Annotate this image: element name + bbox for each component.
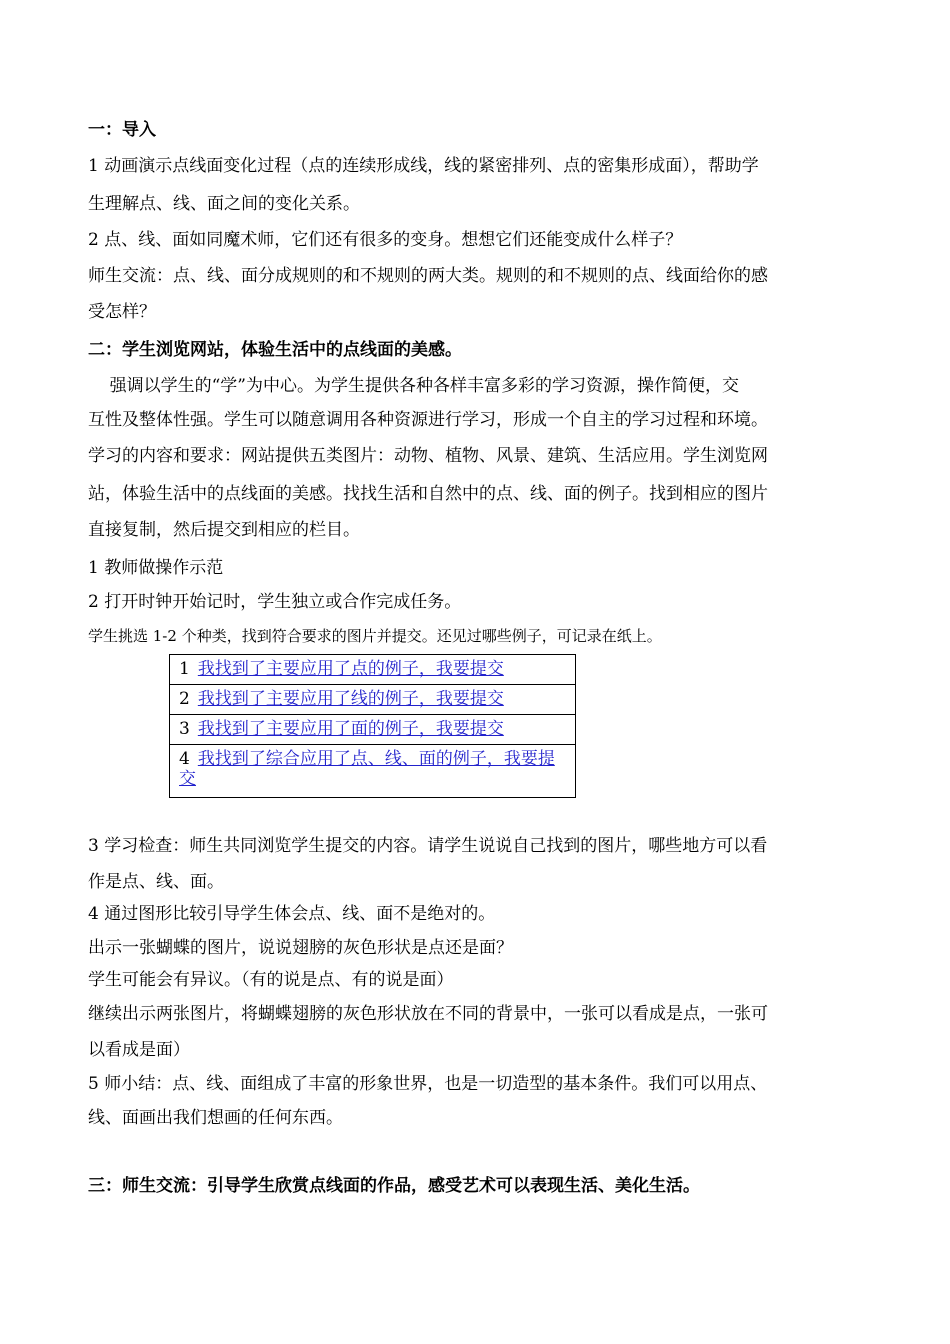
paragraph-line: 直接复制，然后提交到相应的栏目。 (88, 520, 360, 540)
row-number: 4 (179, 749, 190, 769)
table-row (170, 685, 576, 715)
paragraph-line: 继续出示两张图片，将蝴蝶翅膀的灰色形状放在不同的背景中，一张可以看成是点，一张可 (88, 1004, 768, 1024)
row-number: 3 (179, 719, 190, 739)
section-3-title: 三：师生交流：引导学生欣赏点线面的作品，感受艺术可以表现生活、美化生活。 (88, 1176, 700, 1196)
table-cell (170, 685, 576, 715)
table-cell (170, 655, 576, 685)
table-row (170, 715, 576, 745)
paragraph-line: 学习的内容和要求：网站提供五类图片：动物、植物、风景、建筑、生活应用。学生浏览网 (88, 446, 768, 466)
paragraph-line: 学生挑选 1-2 个种类，找到符合要求的图片并提交。还见过哪些例子，可记录在纸上。 (88, 627, 662, 645)
paragraph-line: 3 学习检查：师生共同浏览学生提交的内容。请学生说说自己找到的图片，哪些地方可以看 (88, 836, 768, 856)
row-number: 2 (179, 689, 190, 709)
paragraph-line: 作是点、线、面。 (88, 872, 224, 892)
paragraph-line: 4 通过图形比较引导学生体会点、线、面不是绝对的。 (88, 904, 496, 924)
table-cell (170, 715, 576, 745)
paragraph-line: 生理解点、线、面之间的变化关系。 (88, 194, 360, 214)
submit-plane-link[interactable]: 我找到了主要应用了面的例子，我要提交 (197, 719, 504, 739)
paragraph-line: 5 师小结：点、线、面组成了丰富的形象世界，也是一切造型的基本条件。我们可以用点、 (88, 1074, 768, 1094)
paragraph-line: 2 点、线、面如同魔术师，它们还有很多的变身。想想它们还能变成什么样子？ (88, 230, 683, 250)
paragraph-line: 1 教师做操作示范 (88, 558, 224, 578)
submit-combined-link[interactable]: 我找到了综合应用了点、线、面的例子，我要提交 (179, 749, 555, 789)
paragraph-line: 互性及整体性强。学生可以随意调用各种资源进行学习，形成一个自主的学习过程和环境。 (88, 410, 768, 430)
submit-line-link[interactable]: 我找到了主要应用了线的例子，我要提交 (197, 689, 504, 709)
paragraph-line: 站，体验生活中的点线面的美感。找找生活和自然中的点、线、面的例子。找到相应的图片 (88, 484, 768, 504)
paragraph-line: 以看成是面） (88, 1040, 190, 1060)
paragraph-line: 线、面画出我们想画的任何东西。 (88, 1108, 343, 1128)
table-row (170, 655, 576, 685)
submit-point-link[interactable]: 我找到了主要应用了点的例子，我要提交 (197, 659, 504, 679)
paragraph-line: 出示一张蝴蝶的图片，说说翅膀的灰色形状是点还是面？ (88, 938, 513, 958)
paragraph-line: 师生交流：点、线、面分成规则的和不规则的两大类。规则的和不规则的点、线面给你的感 (88, 266, 768, 286)
section-2-title: 二：学生浏览网站，体验生活中的点线面的美感。 (88, 340, 462, 360)
submit-links-table (169, 654, 576, 798)
row-number: 1 (179, 659, 190, 679)
paragraph-line: 强调以学生的“学”为中心。为学生提供各种各样丰富多彩的学习资源，操作简便，交 (88, 376, 739, 396)
paragraph-line: 2 打开时钟开始记时，学生独立或合作完成任务。 (88, 592, 462, 612)
table-row (170, 745, 576, 798)
table-cell (170, 745, 576, 798)
section-1-title: 一：导入 (88, 120, 156, 140)
paragraph-line: 学生可能会有异议。（有的说是点、有的说是面） (88, 970, 454, 990)
paragraph-line: 1 动画演示点线面变化过程（点的连续形成线，线的紧密排列、点的密集形成面），帮助学 (88, 156, 759, 176)
paragraph-line: 受怎样？ (88, 302, 156, 322)
